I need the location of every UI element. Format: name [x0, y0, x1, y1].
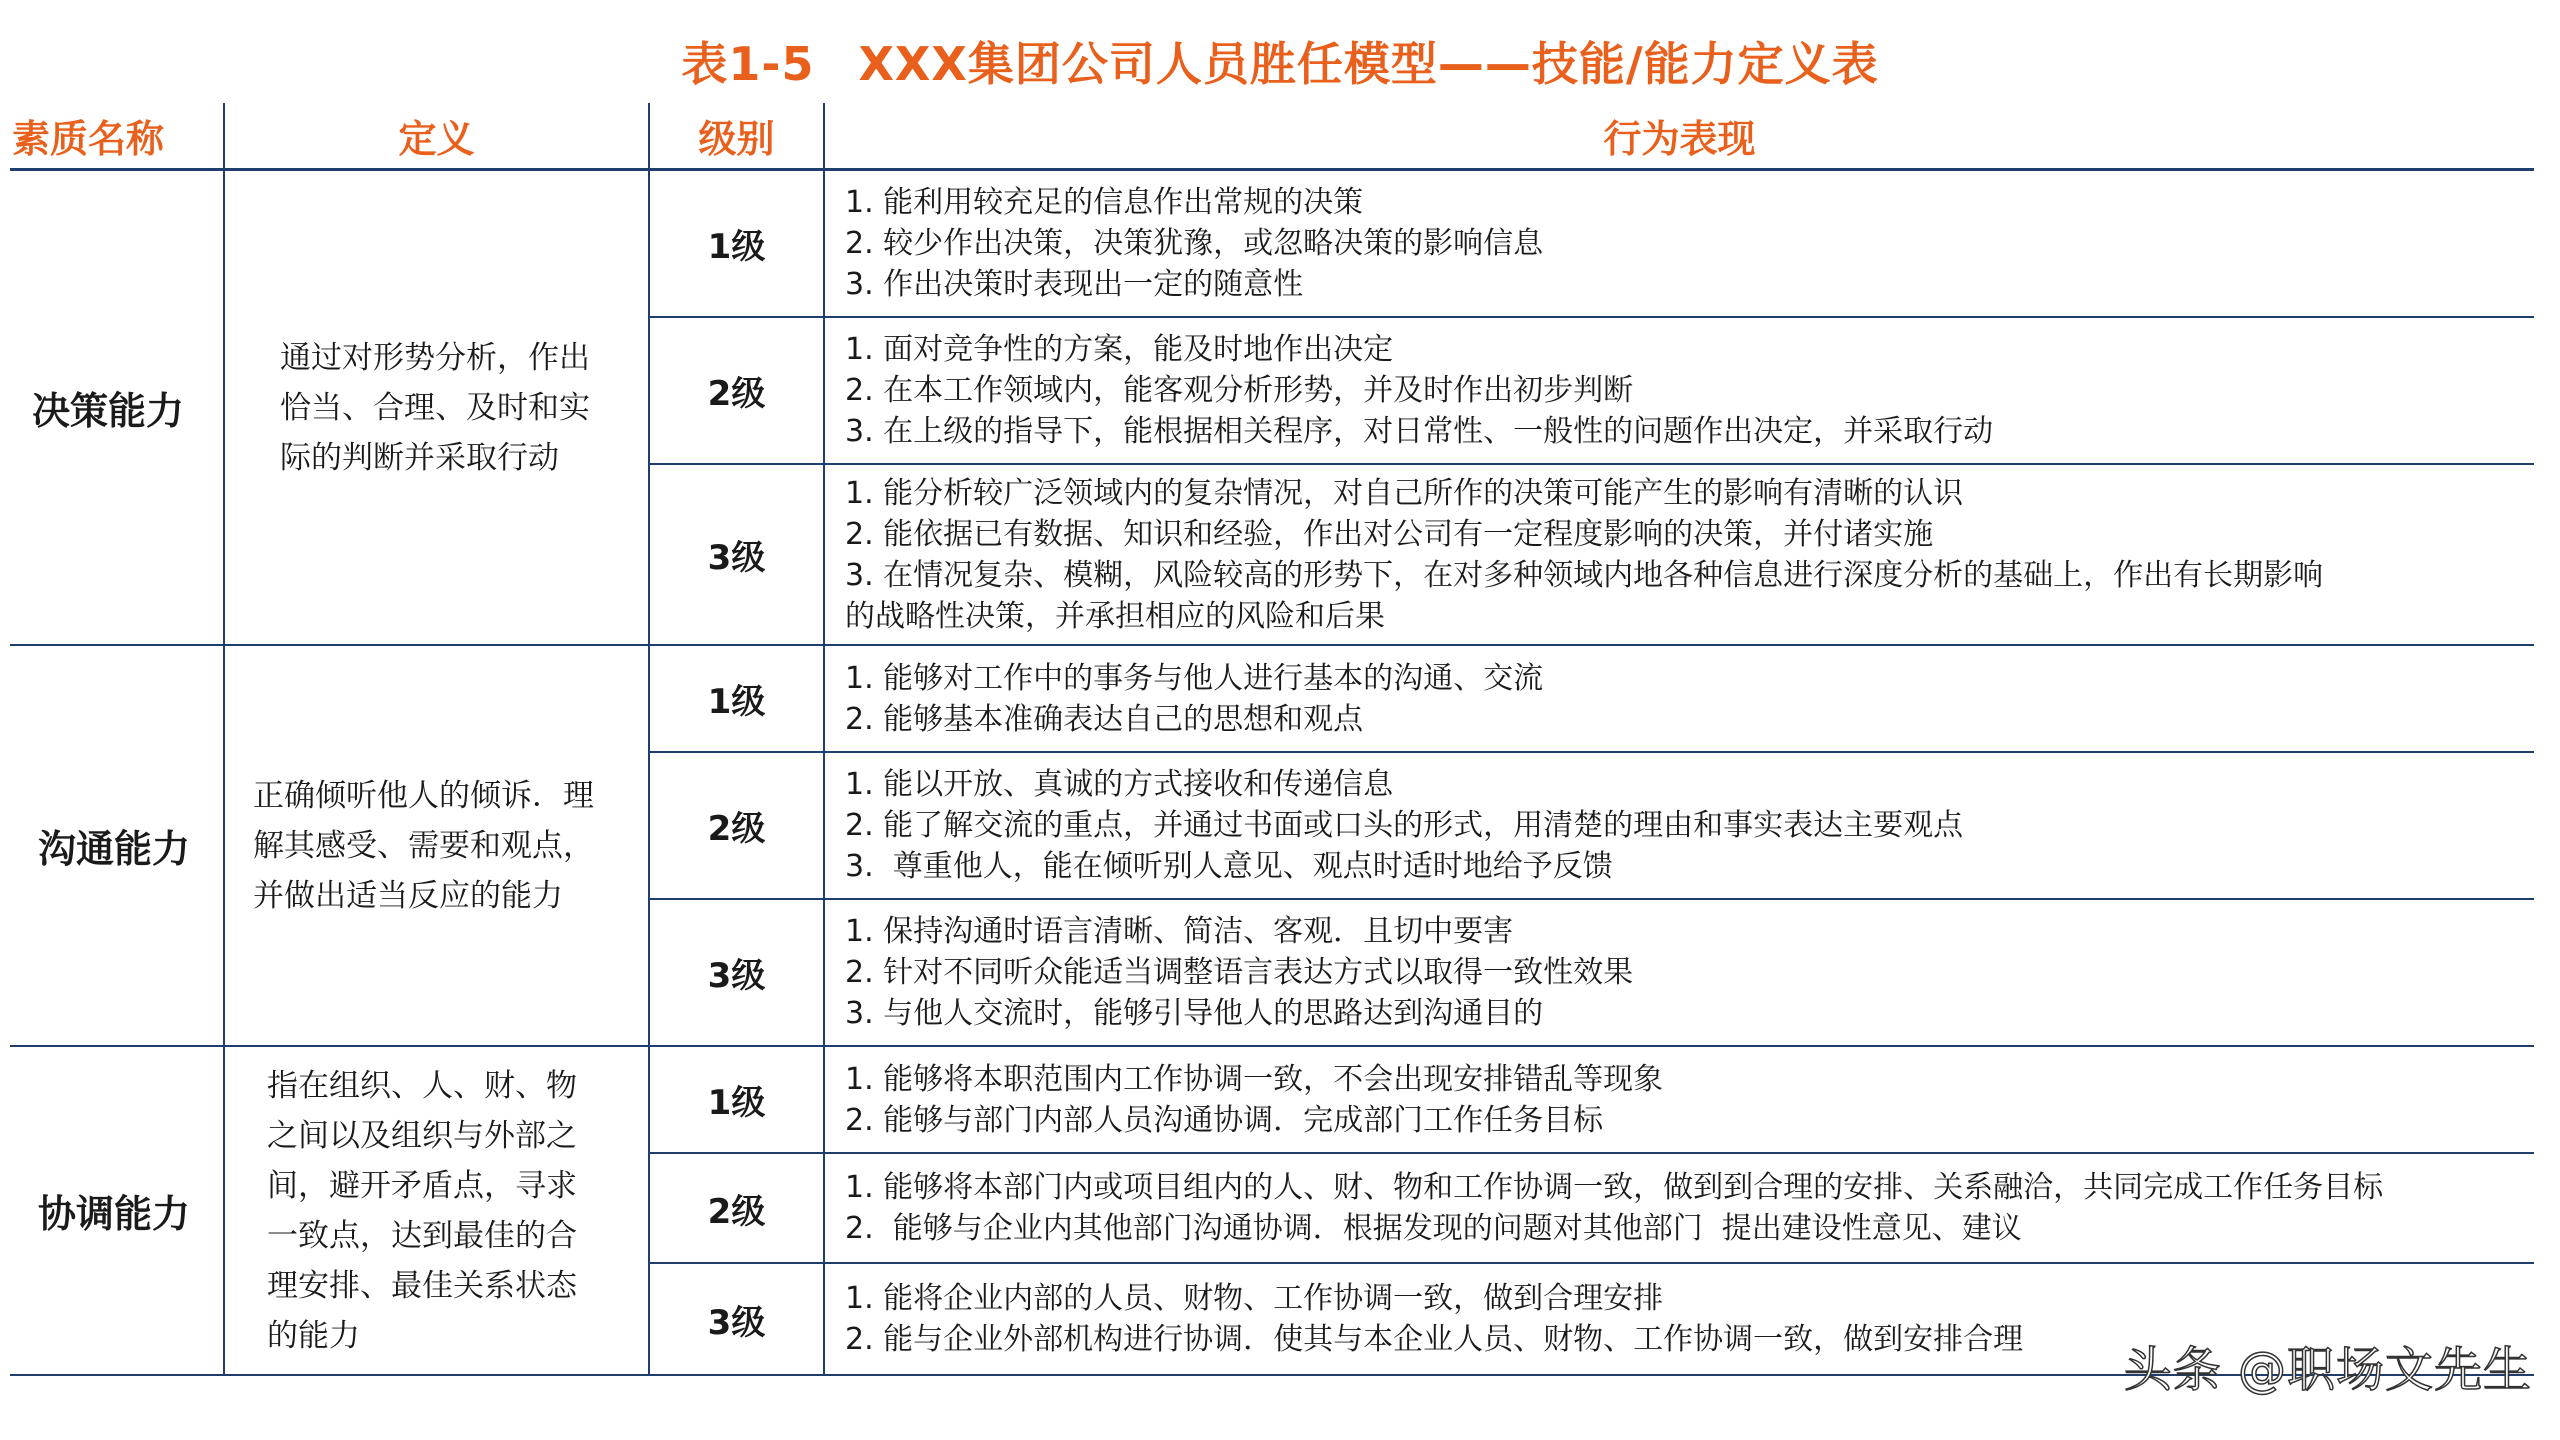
- definition-line: 正确倾听他人的倾诉．理: [253, 777, 594, 814]
- behavior-cell: [825, 1047, 2534, 1154]
- trait-coordination: 协调能力: [10, 1047, 225, 1376]
- behavior-item: 1. 能将企业内部的人员、财物、工作协调一致，做到合理安排: [845, 1281, 1664, 1316]
- header-level: 级别: [650, 103, 825, 171]
- behavior-item: 1. 能利用较充足的信息作出常规的决策: [845, 185, 1364, 220]
- behavior-cell: [825, 1154, 2534, 1264]
- behavior-item: 2. 能了解交流的重点，并通过书面或口头的形式，用清楚的理由和事实表达主要观点: [845, 808, 1964, 843]
- definition-line: 的能力: [267, 1317, 360, 1354]
- behavior-cell: [825, 465, 2534, 646]
- level-cell: 3级: [650, 1264, 825, 1376]
- competency-table: [10, 103, 2534, 1387]
- definition-line: 并做出适当反应的能力: [253, 877, 563, 914]
- definition-line: 通过对形势分析，作出: [280, 339, 590, 376]
- behavior-item: 2. 能依据已有数据、知识和经验，作出对公司有一定程度影响的决策，并付诸实施: [845, 516, 1934, 552]
- behavior-item: 3. 作出决策时表现出一定的随意性: [845, 267, 1304, 302]
- level-cell: 2级: [650, 1154, 825, 1264]
- watermark-text: 头条 @职场文先生: [2123, 1342, 2532, 1398]
- behavior-cell: [825, 646, 2534, 753]
- level-cell: 1级: [650, 171, 825, 318]
- behavior-item: 2. 针对不同听众能适当调整语言表达方式以取得一致性效果: [845, 955, 1634, 990]
- definition-decision: [225, 171, 650, 646]
- behavior-item: 1. 能分析较广泛领域内的复杂情况，对自己所作的决策可能产生的影响有清晰的认识: [845, 475, 1964, 511]
- definition-line: 理安排、最佳关系状态: [267, 1267, 577, 1304]
- header-trait: 素质名称: [10, 103, 225, 171]
- behavior-cell: [825, 900, 2534, 1047]
- header-definition: 定义: [225, 103, 650, 171]
- behavior-item: 1. 保持沟通时语言清晰、简洁、客观．且切中要害: [845, 914, 1514, 949]
- behavior-item: 2. 能够与企业内其他部门沟通协调．根据发现的问题对其他部门 提出建设性意见、建议: [845, 1211, 2022, 1246]
- trait-communication: 沟通能力: [10, 646, 225, 1047]
- page-title: [0, 28, 2560, 94]
- behavior-cell: [825, 753, 2534, 900]
- behavior-item: 3. 与他人交流时，能够引导他人的思路达到沟通目的: [845, 996, 1544, 1031]
- level-cell: 3级: [650, 900, 825, 1047]
- table-code: 表1-5: [681, 37, 815, 91]
- definition-communication: [225, 646, 650, 1047]
- definition-line: 指在组织、人、财、物: [267, 1067, 577, 1104]
- behavior-item: 2. 能够基本准确表达自己的思想和观点: [845, 701, 1364, 737]
- behavior-item: 3. 在情况复杂、模糊，风险较高的形势下，在对多种领域内地各种信息进行深度分析的基础上，作出有长期影响: [845, 557, 2324, 593]
- behavior-item: 3. 在上级的指导下，能根据相关程序，对日常性、一般性的问题作出决定，并采取行动: [845, 414, 1994, 449]
- header-behavior: 行为表现: [825, 103, 2534, 171]
- definition-line: 间，避开矛盾点，寻求: [267, 1167, 577, 1204]
- definition-line: 之间以及组织与外部之: [267, 1117, 577, 1154]
- behavior-item: 1. 能够对工作中的事务与他人进行基本的沟通、交流: [845, 660, 1544, 696]
- behavior-item: 的战略性决策，并承担相应的风险和后果: [845, 598, 1385, 634]
- behavior-item: 2. 较少作出决策，决策犹豫，或忽略决策的影响信息: [845, 226, 1544, 261]
- behavior-cell: [825, 318, 2534, 465]
- level-cell: 2级: [650, 318, 825, 465]
- table-title-text: XXX集团公司人员胜任模型——技能/能力定义表: [858, 37, 1879, 91]
- definition-line: 恰当、合理、及时和实: [280, 389, 590, 426]
- definition-line: 解其感受、需要和观点，: [253, 827, 594, 864]
- behavior-cell: [825, 171, 2534, 318]
- behavior-item: 1. 能够将本职范围内工作协调一致，不会出现安排错乱等现象: [845, 1061, 1664, 1097]
- level-cell: 1级: [650, 1047, 825, 1154]
- behavior-item: 1. 面对竞争性的方案，能及时地作出决定: [845, 332, 1394, 367]
- behavior-item: 2. 在本工作领域内，能客观分析形势，并及时作出初步判断: [845, 373, 1634, 408]
- definition-line: 际的判断并采取行动: [280, 439, 559, 476]
- behavior-item: 2. 能够与部门内部人员沟通协调．完成部门工作任务目标: [845, 1102, 1604, 1138]
- behavior-item: 2. 能与企业外部机构进行协调．使其与本企业人员、财物、工作协调一致，做到安排合理: [845, 1322, 2024, 1357]
- behavior-item: 1. 能以开放、真诚的方式接收和传递信息: [845, 767, 1394, 802]
- trait-decision: 决策能力: [10, 171, 225, 646]
- definition-coordination: [225, 1047, 650, 1376]
- level-cell: 1级: [650, 646, 825, 753]
- definition-line: 一致点，达到最佳的合: [267, 1217, 577, 1254]
- behavior-item: 1. 能够将本部门内或项目组内的人、财、物和工作协调一致，做到到合理的安排、关系融洽，共同完成工作任务目标: [845, 1170, 2384, 1205]
- behavior-item: 3. 尊重他人，能在倾听别人意见、观点时适时地给予反馈: [845, 849, 1613, 884]
- level-cell: 2级: [650, 753, 825, 900]
- level-cell: 3级: [650, 465, 825, 646]
